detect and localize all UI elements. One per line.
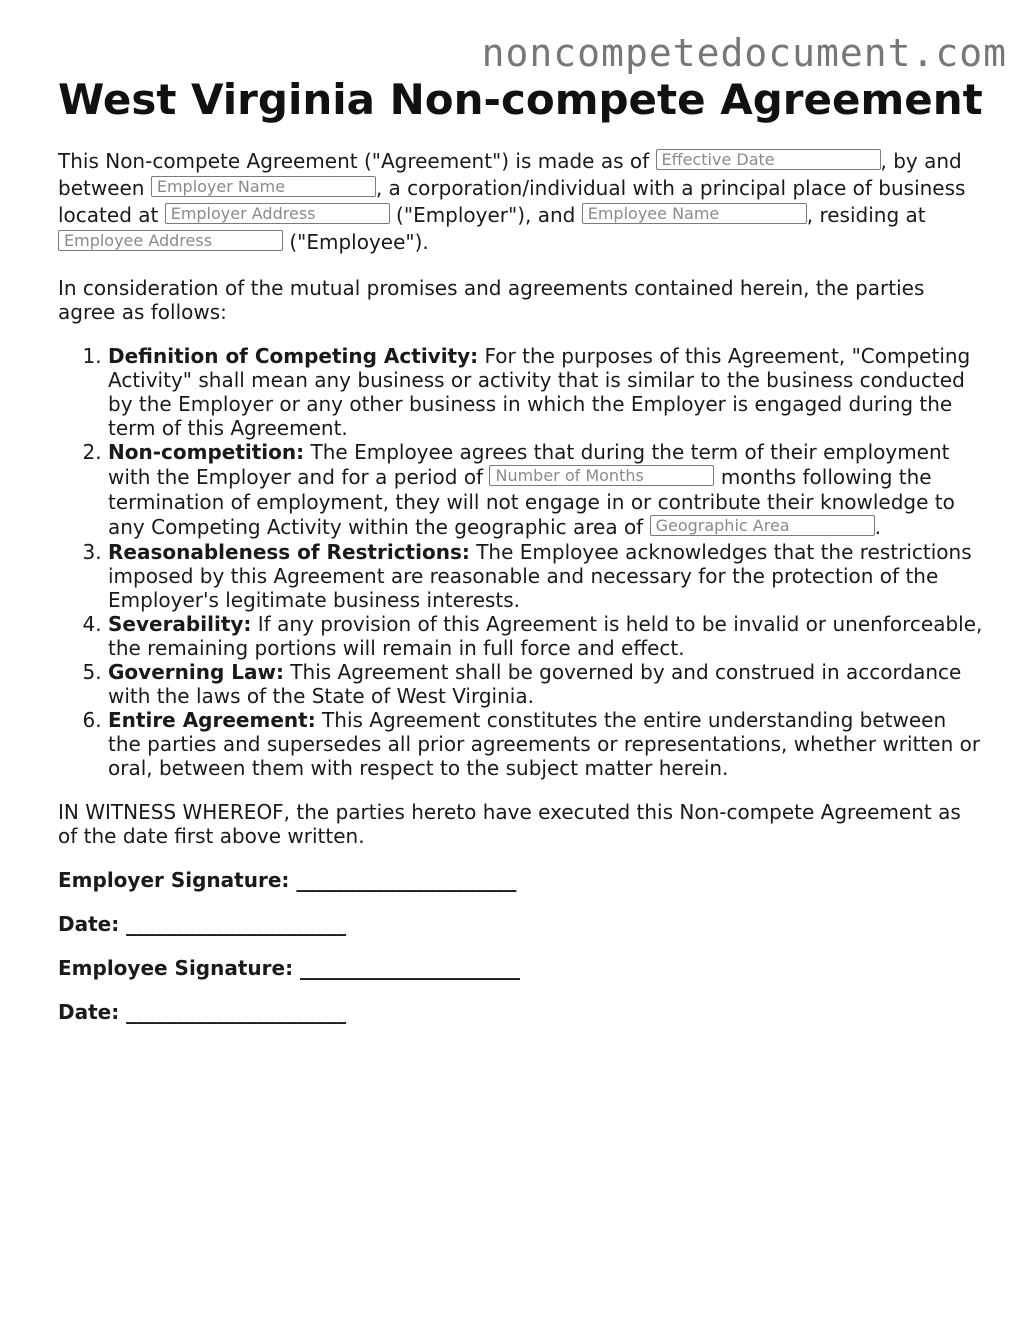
employer-signature-line: Employer Signature: ______________________ [58, 868, 517, 892]
geographic-area-field[interactable]: Geographic Area [650, 515, 875, 536]
term-severability: 4. Severability: If any provision of this Agreement is held to be invalid or unenforceable, the remaining portions will remain in full force and effect. [108, 612, 983, 660]
effective-date-field[interactable]: Effective Date [656, 149, 881, 170]
months-field[interactable]: Number of Months [489, 465, 714, 486]
document-title: West Virginia Non-compete Agreement [58, 75, 983, 124]
employee-name-field[interactable]: Employee Name [582, 203, 807, 224]
terms-list [58, 344, 983, 780]
employee-date-line: Date: ______________________ [58, 1000, 347, 1024]
employee-signature-line: Employee Signature: ______________________ [58, 956, 521, 980]
term-definition: 1. Definition of Competing Activity: For the purposes of this Agreement, "Competing Activity" shall mean any business or activity that is similar to the business conducted by the Employer or any other business in which the Employer is engaged during the term of this Agreement. [108, 344, 983, 440]
term-reasonableness: 3. Reasonableness of Restrictions: The Employee acknowledges that the restrictions imposed by this Agreement are reasonable and necessary for the protection of the Employer's legitimate business interests. [108, 540, 983, 612]
agreement-body [58, 148, 983, 1024]
term-governing-law: 5. Governing Law: This Agreement shall be governed by and construed in accordance with the laws of the State of West Virginia. [108, 660, 983, 708]
employer-name-field[interactable]: Employer Name [151, 176, 376, 197]
witness-paragraph: IN WITNESS WHEREOF, the parties hereto have executed this Non-compete Agreement as of the date first above written. [58, 800, 961, 848]
term-entire-agreement: 6. Entire Agreement: This Agreement constitutes the entire understanding between the parties and supersedes all prior agreements or representations, whether written or oral, between them with respect to the subject matter herein. [108, 708, 983, 780]
consideration-paragraph: In consideration of the mutual promises and agreements contained herein, the parties agree as follows: [58, 276, 925, 324]
intro-paragraph: This Non-compete Agreement ("Agreement") is made as of Effective Date , by and between Employer Name , a corporation/individual with a principal place of business located at Employer Address ("Employer"), and Employee Name , residing at Employee Address ("Employee"). [58, 149, 966, 254]
employer-address-field[interactable]: Employer Address [165, 203, 390, 224]
term-non-competition: 2. Non-competition: The Employee agrees that during the term of their employment with the Employer and for a period of Number of Months months following the termination of employment, they will not engage in or contribute their knowledge to any Competing Activity within the geographic area of Geographic Area . [108, 440, 983, 540]
employee-address-field[interactable]: Employee Address [58, 230, 283, 251]
employer-date-line: Date: ______________________ [58, 912, 347, 936]
site-watermark: noncompetedocument.com [481, 31, 1007, 75]
